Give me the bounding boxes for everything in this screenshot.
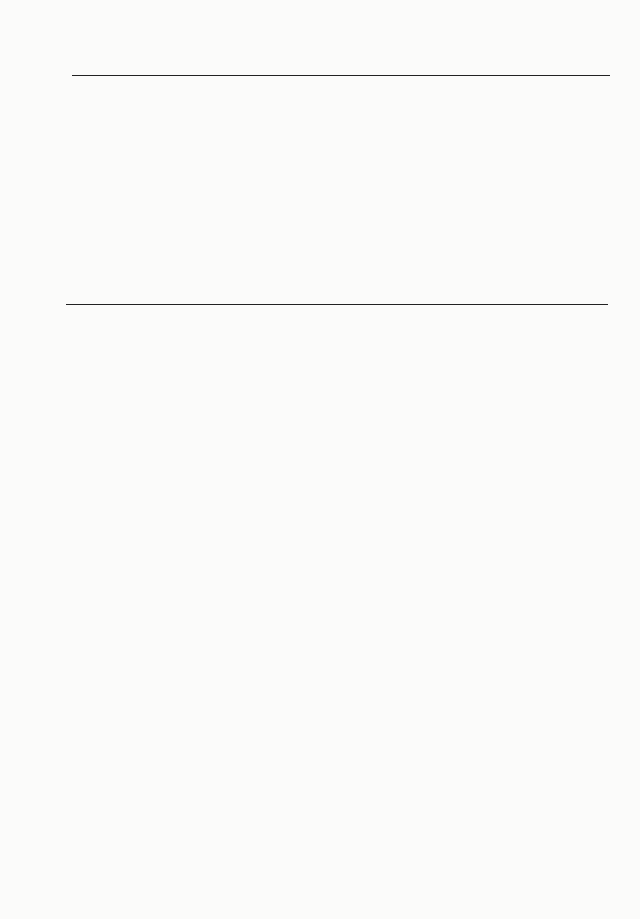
coordinates-table-bottom [66,304,608,305]
coordinates-table-top [72,75,610,76]
